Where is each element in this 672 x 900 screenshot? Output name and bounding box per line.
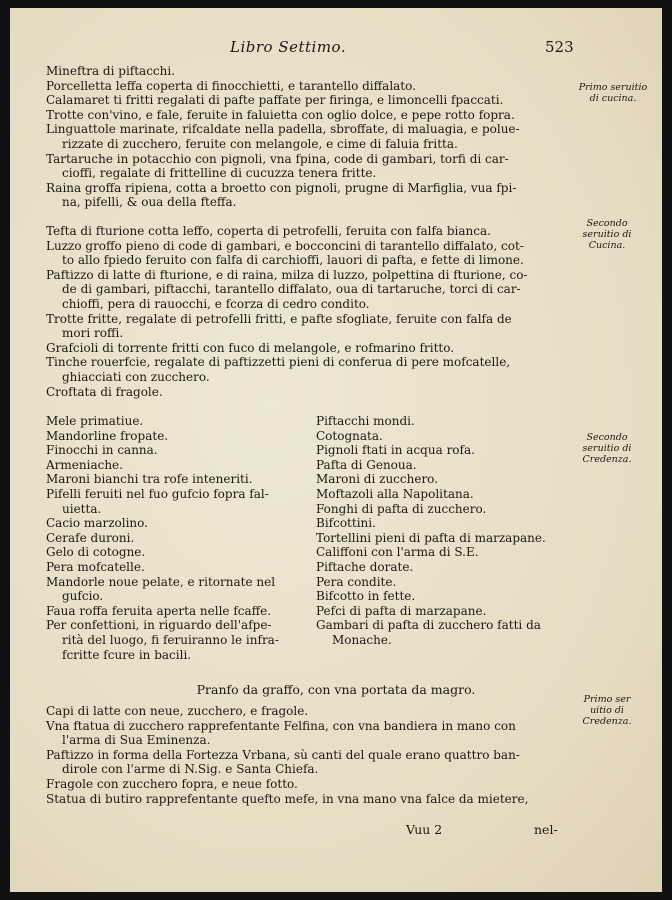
margin-note-primo-credenza: Primo ser uitio di Credenza. [582,694,632,727]
text-line: cioffi, regalate di frittelline di cucuzza tenera fritte. [62,166,377,181]
page-header [10,38,662,60]
text-line: Mele primatiue. [46,414,144,428]
text-line: l'arma di Sua Eminenza. [62,733,211,748]
text-line: Bifcotto in fette. [316,589,416,604]
page-number: 523 [545,38,574,56]
text-line: Armeniache. [46,457,123,472]
text-line: Trotte con'vino, e fale, feruite in faluietta con oglio dolce, e pepe rotto fopra. [46,107,515,122]
text-line: Pera mofcatelle. [46,559,145,574]
text-line: Pefci di pafta di marzapane. [316,603,487,618]
text-line: Porcelletta leffa coperta di finocchietti, e tarantello diffalato. [46,78,416,93]
text-line: Raina groffa ripiena, cotta a broetto con pignoli, prugne di Marfiglia, vua fpi- [46,180,517,195]
text-line: Faua roffa feruita aperta nelle fcaffe. [46,603,272,618]
text-line: Finocchi in canna. [46,443,158,458]
text-line: Monache. [332,632,392,647]
text-line: Trotte fritte, regalate di petrofelli fritti, e pafte sfogliate, feruite con falfa de [46,311,512,326]
text-line: Tartaruche in potacchio con pignoli, vna fpina, code di gambari, torfi di car- [46,151,509,166]
text-line: gufcio. [62,589,104,604]
credenza-left-column [46,414,279,662]
text-line: na, pifelli, & oua della fteffa. [62,195,237,210]
text-line: Pera condite. [316,574,397,589]
text-line: Tefta di fturione cotta leffo, coperta di petrofelli, feruita con falfa bianca. [46,224,491,238]
text-line: Grafcioli di torrente fritti con fuco di melangole, e rofmarino fritto. [46,340,455,355]
margin-note-secondo-cucina: Secondo seruitio di Cucina. [582,218,632,251]
primo-servitio-cucina-list [46,64,520,210]
margin-note-primo-cucina: Primo seruitio di cucina. [578,82,648,104]
book-page [10,8,662,892]
text-line: Pifelli feruiti nel fuo gufcio fopra fal- [46,486,269,501]
text-line: Califfoni con l'arma di S.E. [316,545,479,560]
pranso-heading: Pranfo da graffo, con vna portata da magro. [196,682,476,697]
text-line: de di gambari, piftacchi, tarantello diffalato, oua di tartaruche, torci di car- [62,282,521,297]
text-line: Gambari di pafta di zucchero fatti da [316,618,541,633]
text-line: Mineftra di piftacchi. [46,64,176,78]
text-line: Pignoli ftati in acqua rofa. [316,443,475,458]
text-line: Vna ftatua di zucchero rapprefentante Felfina, con vna bandiera in mano con [46,718,516,733]
margin-note-secondo-credenza: Secondo seruitio di Credenza. [582,432,632,465]
text-line: Croftata di fragole. [46,384,163,399]
text-line: Cacio marzolino. [46,516,148,531]
text-line: Per confettioni, in riguardo dell'afpe- [46,618,272,633]
primo-servitio-credenza-list [46,704,528,806]
text-line: ghiacciati con zucchero. [62,369,210,384]
text-line: Fragole con zucchero fopra, e neue fotto. [46,776,298,791]
text-line: Gelo di cotogne. [46,545,146,560]
text-line: fcritte fcure in bacili. [62,647,192,662]
text-line: Mandorline fropate. [46,428,169,443]
catchword: nel- [534,822,558,837]
text-line: chioffi, pera di rauocchi, e fcorza di cedro condito. [62,296,370,311]
text-line: Statua di butiro rapprefentante quefto mefe, in vna mano vna falce da mietere, [46,791,529,806]
credenza-right-column [316,414,546,648]
text-line: to allo fpiedo feruito con falfa di carchioffi, lauori di pafta, e fette di limone. [62,253,524,268]
text-line: Cerafe duroni. [46,530,135,545]
text-line: rizzate di zucchero, feruite con melangole, e cime di faluia fritta. [62,136,458,151]
text-line: Maroni di zucchero. [316,472,439,487]
text-line: Bifcottini. [316,516,376,531]
page-footer [10,822,662,842]
signature-mark: Vuu 2 [406,822,443,837]
text-line: dirole con l'arme di N.Sig. e Santa Chiefa. [62,762,319,777]
text-line: mori roffi. [62,326,124,341]
text-line: Cotognata. [316,428,383,443]
text-line: Piftache dorate. [316,559,414,574]
text-line: rità del luogo, fi feruiranno le infra- [62,632,279,647]
running-title: Libro Settimo. [230,38,347,56]
text-line: uietta. [62,501,102,516]
text-line: Linguattole marinate, rifcaldate nella padella, sbroffate, di maluagia, e polue- [46,122,520,137]
text-line: Paftizzo di latte di fturione, e di raina, milza di luzzo, polpettina di fturione, co- [46,267,528,282]
text-line: Paftizzo in forma della Fortezza Vrbana, sù canti del quale erano quattro ban- [46,747,520,762]
text-line: Piftacchi mondi. [316,414,415,428]
text-line: Capi di latte con neue, zucchero, e fragole. [46,704,309,718]
text-line: Tinche rouerfcie, regalate di paftizzetti pieni di conferua di pere mofcatelle, [46,355,511,370]
text-line: Mandorle noue pelate, e ritornate nel [46,574,276,589]
text-line: Pafta di Genoua. [316,457,417,472]
text-line: Maroni bianchi tra rofe inteneriti. [46,472,253,487]
text-line: Moftazoli alla Napolitana. [316,486,474,501]
text-line: Fonghi di pafta di zucchero. [316,501,487,516]
secondo-servitio-cucina-list [46,224,527,399]
text-line: Luzzo groffo pieno di code di gambari, e bocconcini di tarantello diffalato, cot- [46,238,524,253]
text-line: Tortellini pieni di pafta di marzapane. [316,530,546,545]
text-line: Calamaret ti fritti regalati di pafte paffate per firinga, e limoncelli fpaccati. [46,93,504,108]
